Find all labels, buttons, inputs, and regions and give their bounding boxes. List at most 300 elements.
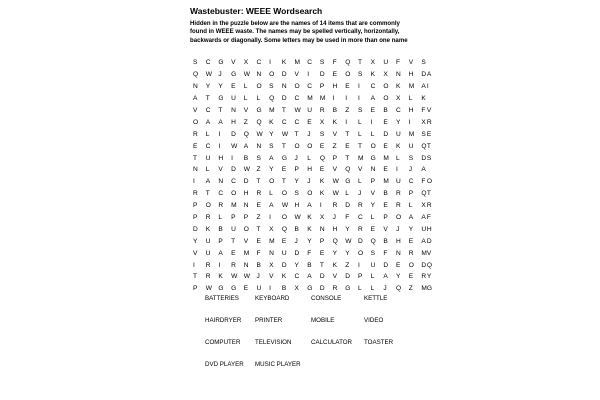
- grid-letter: V: [294, 71, 299, 79]
- grid-letter: D: [426, 237, 432, 245]
- grid-letter: I: [218, 130, 221, 138]
- grid-letter: I: [332, 95, 335, 103]
- word-list-item: VIDEO: [364, 317, 384, 324]
- grid-letter: O: [231, 190, 237, 198]
- grid-letter: V: [269, 273, 274, 281]
- grid-letter: B: [383, 107, 388, 114]
- grid-letter: M: [421, 249, 427, 257]
- grid-letter: S: [426, 154, 432, 162]
- grid-letter: U: [421, 225, 427, 233]
- grid-letter: V: [332, 273, 337, 281]
- grid-letter: X: [294, 285, 299, 293]
- grid-letter: Q: [421, 142, 427, 150]
- grid-letter: E: [319, 142, 325, 150]
- grid-letter: N: [243, 261, 249, 269]
- grid-letter: W: [205, 71, 212, 79]
- grid-letter: E: [370, 225, 376, 233]
- grid-letter: C: [205, 107, 211, 114]
- grid-letter: A: [243, 142, 249, 150]
- grid-letter: V: [370, 190, 376, 198]
- grid-letter: E: [370, 107, 376, 114]
- word-list-item: KEYBOARD: [255, 295, 290, 302]
- grid-letter: W: [256, 130, 263, 138]
- grid-letter: C: [281, 118, 287, 126]
- grid-letter: T: [345, 154, 350, 162]
- grid-letter: K: [332, 118, 337, 126]
- grid-letter: B: [332, 107, 337, 114]
- grid-letter: E: [243, 285, 249, 293]
- grid-letter: I: [193, 261, 195, 269]
- grid-letter: X: [396, 95, 401, 103]
- word-list-item: TOASTER: [364, 339, 394, 346]
- grid-letter: R: [332, 202, 338, 210]
- grid-letter: R: [396, 190, 401, 198]
- grid-letter: C: [205, 142, 211, 150]
- grid-letter: J: [294, 237, 298, 245]
- grid-letter: B: [243, 154, 249, 162]
- grid-letter: E: [396, 261, 401, 269]
- grid-letter: Z: [345, 107, 350, 114]
- grid-letter: Y: [205, 83, 211, 91]
- grid-letter: D: [231, 130, 236, 138]
- grid-letter: P: [383, 214, 388, 222]
- grid-letter: M: [319, 95, 326, 103]
- grid-letter: L: [370, 273, 375, 281]
- grid-letter: F: [383, 249, 388, 257]
- grid-letter: A: [307, 202, 312, 210]
- grid-letter: P: [408, 190, 414, 198]
- grid-letter: B: [218, 225, 223, 233]
- grid-letter: B: [281, 285, 287, 293]
- grid-letter: A: [218, 249, 223, 257]
- grid-letter: F: [332, 59, 337, 67]
- grid-letter: K: [370, 71, 376, 79]
- grid-letter: T: [426, 142, 431, 150]
- grid-letter: L: [243, 83, 248, 91]
- grid-letter: N: [396, 71, 401, 79]
- grid-letter: V: [193, 107, 198, 114]
- grid-letter: D: [383, 261, 389, 269]
- grid-letter: A: [205, 118, 211, 126]
- grid-letter: E: [231, 249, 236, 257]
- grid-letter: E: [345, 142, 350, 150]
- grid-letter: X: [319, 118, 325, 126]
- grid-letter: Y: [307, 237, 312, 245]
- grid-letter: A: [370, 95, 376, 103]
- grid-letter: M: [357, 154, 364, 162]
- word-list-item: CONSOLE: [311, 295, 342, 302]
- grid-letter: U: [396, 130, 401, 138]
- grid-letter: C: [205, 59, 211, 67]
- instructions-text: Hidden in the puzzle below are the names of 14 items that are commonly found in WEEE waste. The names may be spelled vertically, horizontally, backwards or diagonally. Some letters may be used in more than one name: [190, 20, 408, 44]
- grid-letter: O: [281, 214, 287, 222]
- grid-letter: T: [193, 273, 198, 281]
- grid-letter: S: [357, 71, 363, 79]
- grid-letter: F: [421, 178, 426, 186]
- grid-letter: R: [332, 285, 338, 293]
- grid-letter: C: [307, 83, 312, 91]
- grid-letter: M: [421, 285, 427, 293]
- grid-letter: E: [231, 83, 236, 91]
- grid-letter: Q: [269, 95, 275, 103]
- grid-letter: P: [319, 83, 325, 91]
- grid-letter: M: [408, 130, 415, 138]
- grid-letter: R: [218, 202, 224, 210]
- grid-letter: Q: [332, 237, 338, 245]
- grid-letter: W: [294, 214, 301, 222]
- grid-letter: Z: [332, 142, 337, 150]
- word-list: [205, 295, 424, 383]
- grid-letter: S: [269, 142, 274, 150]
- grid-letter: V: [426, 249, 432, 257]
- grid-letter: I: [319, 202, 322, 210]
- grid-letter: E: [383, 202, 388, 210]
- grid-letter: W: [243, 273, 250, 281]
- grid-letter: T: [218, 107, 223, 114]
- grid-letter: K: [205, 225, 211, 233]
- grid-letter: J: [396, 225, 400, 233]
- grid-letter: U: [307, 107, 312, 114]
- grid-letter: V: [408, 59, 414, 67]
- word-list-item: MOBILE: [311, 317, 335, 324]
- grid-letter: Z: [408, 285, 413, 293]
- grid-letter: X: [383, 71, 388, 79]
- grid-letter: O: [294, 83, 300, 91]
- grid-letter: T: [205, 95, 210, 103]
- grid-letter: I: [307, 71, 310, 79]
- grid-letter: C: [231, 178, 236, 186]
- grid-letter: O: [193, 118, 199, 126]
- grid-letter: Y: [396, 273, 401, 281]
- grid-letter: J: [218, 71, 222, 79]
- grid-letter: O: [256, 83, 262, 91]
- grid-letter: G: [345, 178, 351, 186]
- grid-letter: A: [421, 83, 426, 91]
- grid-letter: T: [256, 178, 261, 186]
- grid-letter: T: [294, 130, 299, 138]
- grid-letter: E: [256, 202, 261, 210]
- grid-letter: R: [193, 190, 198, 198]
- grid-letter: M: [383, 178, 389, 186]
- grid-letter: H: [218, 154, 224, 162]
- grid-letter: U: [205, 249, 211, 257]
- grid-letter: O: [383, 83, 389, 91]
- grid-letter: N: [243, 202, 249, 210]
- grid-letter: X: [370, 59, 376, 67]
- grid-letter: B: [383, 237, 388, 245]
- grid-letter: H: [243, 190, 249, 198]
- grid-letter: R: [426, 202, 432, 210]
- grid-letter: I: [357, 83, 360, 91]
- grid-letter: P: [370, 178, 376, 186]
- grid-letter: T: [193, 154, 198, 162]
- grid-letter: E: [256, 237, 261, 245]
- grid-letter: L: [307, 154, 311, 162]
- grid-letter: Y: [408, 225, 414, 233]
- grid-letter: I: [396, 166, 398, 174]
- grid-letter: R: [231, 261, 236, 269]
- grid-letter: I: [269, 285, 271, 293]
- grid-letter: S: [408, 154, 414, 162]
- grid-letter: P: [357, 273, 363, 281]
- grid-letter: G: [281, 154, 287, 162]
- grid-letter: O: [281, 190, 287, 198]
- grid-letter: B: [383, 190, 388, 198]
- grid-letter: Q: [345, 166, 351, 174]
- grid-letter: W: [281, 202, 289, 210]
- page-title: Wastebuster: WEEE Wordsearch: [190, 6, 323, 16]
- grid-letter: L: [370, 130, 375, 138]
- grid-letter: I: [357, 95, 360, 103]
- grid-letter: O: [370, 142, 376, 150]
- grid-letter: Y: [294, 178, 299, 186]
- grid-letter: E: [281, 166, 287, 174]
- grid-letter: I: [408, 118, 411, 126]
- grid-letter: Z: [345, 261, 350, 269]
- grid-letter: R: [357, 202, 363, 210]
- grid-letter: G: [307, 285, 313, 293]
- grid-letter: K: [396, 142, 401, 150]
- grid-letter: N: [231, 107, 236, 114]
- grid-letter: G: [218, 95, 224, 103]
- grid-letter: Y: [269, 130, 274, 138]
- grid-letter: Z: [243, 118, 248, 126]
- grid-letter: F: [345, 214, 350, 222]
- word-list-item: CALCULATOR: [311, 339, 353, 346]
- grid-letter: H: [426, 225, 432, 233]
- grid-letter: E: [345, 83, 350, 91]
- grid-letter: Q: [243, 130, 249, 138]
- grid-letter: V: [243, 107, 249, 114]
- grid-letter: W: [231, 142, 238, 150]
- grid-letter: A: [193, 95, 198, 103]
- word-list-item: DVD PLAYER: [205, 361, 244, 368]
- grid-letter: R: [426, 118, 432, 126]
- grid-letter: C: [256, 59, 262, 67]
- grid-letter: K: [307, 214, 312, 222]
- grid-letter: O: [345, 71, 351, 79]
- grid-letter: R: [319, 107, 325, 114]
- grid-letter: E: [332, 71, 337, 79]
- grid-letter: N: [396, 249, 401, 257]
- grid-letter: F: [421, 107, 426, 114]
- grid-letter: R: [408, 249, 414, 257]
- grid-letter: O: [243, 225, 249, 233]
- grid-letter: A: [307, 273, 312, 281]
- grid-letter: I: [269, 214, 271, 222]
- grid-letter: T: [231, 237, 236, 245]
- grid-letter: T: [256, 225, 261, 233]
- word-list-item: COMPUTER: [205, 339, 241, 346]
- grid-letter: I: [345, 118, 348, 126]
- grid-letter: W: [231, 273, 238, 281]
- grid-letter: D: [281, 71, 287, 79]
- grid-letter: D: [231, 166, 236, 174]
- grid-letter: Q: [396, 285, 402, 293]
- grid-letter: D: [281, 261, 287, 269]
- grid-letter: U: [383, 59, 389, 67]
- grid-letter: Q: [193, 71, 199, 79]
- grid-letter: C: [370, 83, 376, 91]
- grid-letter: F: [426, 214, 431, 222]
- grid-letter: D: [281, 95, 287, 103]
- grid-letter: O: [383, 95, 389, 103]
- grid-letter: H: [332, 225, 338, 233]
- grid-letter: O: [357, 249, 364, 257]
- grid-letter: R: [357, 225, 363, 233]
- grid-letter: W: [345, 237, 352, 245]
- grid-letter: U: [256, 285, 262, 293]
- grid-letter: N: [193, 83, 198, 91]
- grid-letter: O: [269, 71, 275, 79]
- grid-letter: V: [383, 225, 388, 233]
- grid-letter: Q: [281, 225, 287, 233]
- grid-letter: L: [370, 285, 375, 293]
- word-list-item: HAIRDRYER: [205, 317, 242, 324]
- grid-letter: E: [383, 142, 388, 150]
- grid-letter: L: [396, 154, 400, 162]
- grid-letter: C: [294, 273, 300, 281]
- grid-letter: K: [332, 261, 337, 269]
- grid-letter: X: [243, 59, 249, 67]
- word-list-item: PRINTER: [255, 317, 283, 324]
- grid-letter: T: [281, 107, 286, 114]
- grid-letter: C: [357, 214, 363, 222]
- grid-letter: P: [294, 166, 299, 174]
- grid-letter: E: [383, 166, 388, 174]
- grid-letter: G: [218, 285, 224, 293]
- grid-letter: S: [421, 59, 426, 67]
- grid-letter: U: [370, 261, 376, 269]
- grid-letter: C: [307, 59, 312, 67]
- grid-letter: L: [357, 178, 362, 186]
- grid-letter: W: [332, 178, 339, 186]
- grid-letter: C: [218, 190, 224, 198]
- grid-letter: U: [205, 237, 211, 245]
- grid-letter: N: [218, 178, 224, 186]
- grid-letter: G: [231, 71, 237, 79]
- grid-letter: H: [231, 118, 236, 126]
- grid-letter: P: [193, 214, 198, 222]
- grid-letter: N: [269, 249, 274, 257]
- grid-letter: G: [256, 107, 262, 114]
- grid-letter: E: [193, 142, 198, 150]
- grid-letter: G: [370, 154, 376, 162]
- grid-letter: Y: [218, 83, 223, 91]
- grid-letter: N: [256, 142, 262, 150]
- grid-letter: M: [269, 107, 275, 114]
- grid-letter: E: [281, 237, 287, 245]
- grid-letter: W: [243, 166, 250, 174]
- grid-letter: O: [426, 178, 433, 186]
- grid-letter: J: [383, 285, 387, 293]
- grid-letter: N: [281, 83, 287, 91]
- grid-letter: P: [243, 214, 249, 222]
- grid-letter: O: [269, 178, 275, 186]
- grid-letter: E: [408, 237, 414, 245]
- grid-letter: S: [269, 83, 274, 91]
- grid-letter: M: [307, 95, 313, 103]
- grid-letter: S: [319, 130, 325, 138]
- grid-letter: K: [218, 273, 223, 281]
- grid-letter: K: [396, 83, 401, 91]
- grid-letter: M: [243, 249, 250, 257]
- grid-letter: N: [370, 166, 376, 174]
- grid-letter: J: [332, 214, 336, 222]
- grid-letter: K: [269, 118, 274, 126]
- grid-letter: E: [426, 130, 432, 138]
- grid-letter: X: [269, 261, 274, 269]
- grid-letter: V: [243, 237, 249, 245]
- grid-letter: U: [396, 178, 401, 186]
- grid-letter: D: [319, 71, 325, 79]
- grid-letter: C: [294, 118, 300, 126]
- grid-letter: Q: [370, 237, 376, 245]
- grid-letter: V: [193, 249, 198, 257]
- grid-letter: H: [408, 71, 414, 79]
- grid-letter: J: [408, 166, 412, 174]
- grid-letter: K: [307, 225, 312, 233]
- grid-letter: Z: [256, 166, 261, 174]
- grid-letter: S: [357, 107, 363, 114]
- grid-letter: V: [426, 107, 432, 114]
- grid-letter: L: [205, 166, 210, 174]
- grid-letter: Q: [256, 118, 262, 126]
- grid-letter: P: [193, 202, 198, 210]
- grid-letter: Q: [319, 154, 326, 162]
- grid-letter: Q: [426, 261, 433, 269]
- grid-letter: I: [218, 261, 221, 269]
- grid-letter: K: [319, 178, 325, 186]
- grid-letter: V: [231, 59, 236, 67]
- grid-letter: C: [294, 95, 300, 103]
- grid-letter: R: [205, 273, 211, 281]
- grid-letter: R: [256, 190, 262, 198]
- grid-letter: L: [345, 190, 349, 198]
- grid-letter: U: [408, 142, 414, 150]
- grid-letter: P: [231, 214, 236, 222]
- letter-grid: [193, 57, 432, 295]
- grid-letter: S: [193, 59, 198, 67]
- grid-letter: Y: [345, 225, 350, 233]
- grid-letter: B: [294, 225, 299, 233]
- grid-letter: R: [205, 261, 211, 269]
- grid-letter: S: [319, 59, 325, 67]
- grid-letter: P: [193, 285, 198, 293]
- grid-letter: E: [319, 166, 325, 174]
- grid-letter: S: [421, 130, 426, 138]
- grid-letter: X: [421, 202, 426, 210]
- grid-letter: N: [319, 225, 325, 233]
- grid-letter: T: [281, 178, 286, 186]
- grid-letter: R: [396, 202, 401, 210]
- grid-letter: D: [421, 261, 427, 269]
- grid-letter: T: [281, 142, 286, 150]
- grid-letter: K: [421, 95, 426, 103]
- grid-letter: X: [421, 118, 426, 126]
- grid-letter: Y: [294, 261, 299, 269]
- grid-letter: B: [307, 261, 312, 269]
- grid-letter: A: [421, 166, 426, 174]
- grid-letter: J: [256, 273, 260, 281]
- grid-letter: I: [345, 95, 348, 103]
- grid-letter: T: [319, 261, 324, 269]
- grid-letter: V: [218, 166, 223, 174]
- grid-letter: A: [408, 214, 414, 222]
- grid-letter: U: [205, 154, 211, 162]
- grid-letter: O: [205, 202, 211, 210]
- grid-letter: T: [426, 190, 431, 198]
